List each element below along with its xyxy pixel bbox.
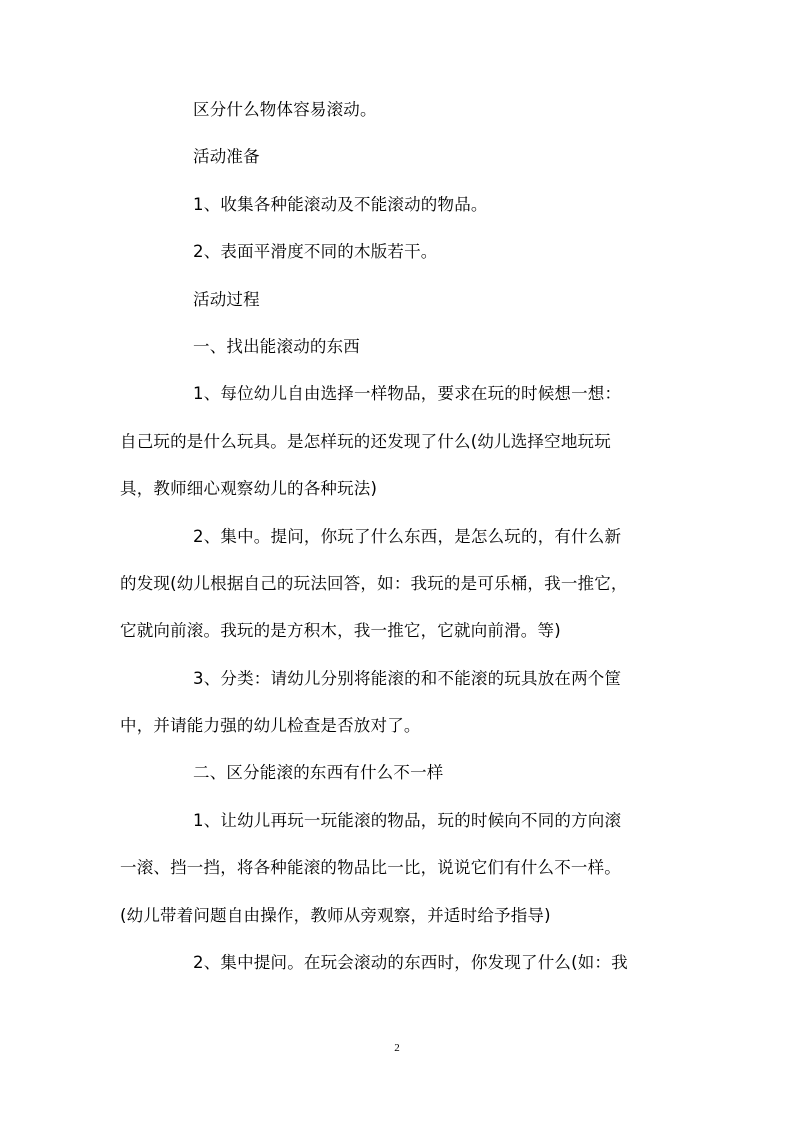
- subsection-heading: 二、区分能滚的东西有什么不一样: [193, 763, 444, 783]
- paragraph-line: 2、集中提问。在玩会滚动的东西时，你发现了什么(如：我: [193, 953, 628, 973]
- section-heading: 活动过程: [193, 289, 260, 309]
- paragraph-line: (幼儿带着问题自由操作，教师从旁观察，并适时给予指导): [120, 905, 551, 925]
- paragraph-line: 1、每位幼儿自由选择一样物品，要求在玩的时候想一想：: [193, 384, 622, 404]
- paragraph-line: 区分什么物体容易滚动。: [193, 100, 377, 119]
- paragraph-line: 2、表面平滑度不同的木版若干。: [193, 242, 438, 262]
- body-text: [120, 86, 680, 986]
- page-number: 2: [394, 1042, 400, 1054]
- paragraph-line: 3、分类：请幼儿分别将能滚的和不能滚的玩具放在两个筐: [193, 668, 622, 688]
- subsection-heading: 一、找出能滚动的东西: [193, 336, 360, 356]
- paragraph-line: 自己玩的是什么玩具。是怎样玩的还发现了什么(幼儿选择空地玩玩: [120, 431, 611, 451]
- paragraph-line: 它就向前滚。我玩的是方积木，我一推它，它就向前滑。等): [120, 621, 561, 641]
- paragraph-line: 1、让幼儿再玩一玩能滚的物品，玩的时候向不同的方向滚: [193, 810, 622, 830]
- paragraph-line: 一滚、挡一挡，将各种能滚的物品比一比，说说它们有什么不一样。: [120, 858, 621, 878]
- paragraph-line: 2、集中。提问，你玩了什么东西，是怎么玩的，有什么新: [193, 526, 622, 546]
- section-heading: 活动准备: [193, 147, 260, 167]
- paragraph-line: 的发现(幼儿根据自己的玩法回答，如：我玩的是可乐桶，我一推它，: [120, 573, 628, 593]
- paragraph-line: 具，教师细心观察幼儿的各种玩法): [120, 479, 378, 499]
- paragraph-line: 中，并请能力强的幼儿检查是否放对了。: [120, 716, 421, 736]
- paragraph-line: 1、收集各种能滚动及不能滚动的物品。: [193, 194, 488, 214]
